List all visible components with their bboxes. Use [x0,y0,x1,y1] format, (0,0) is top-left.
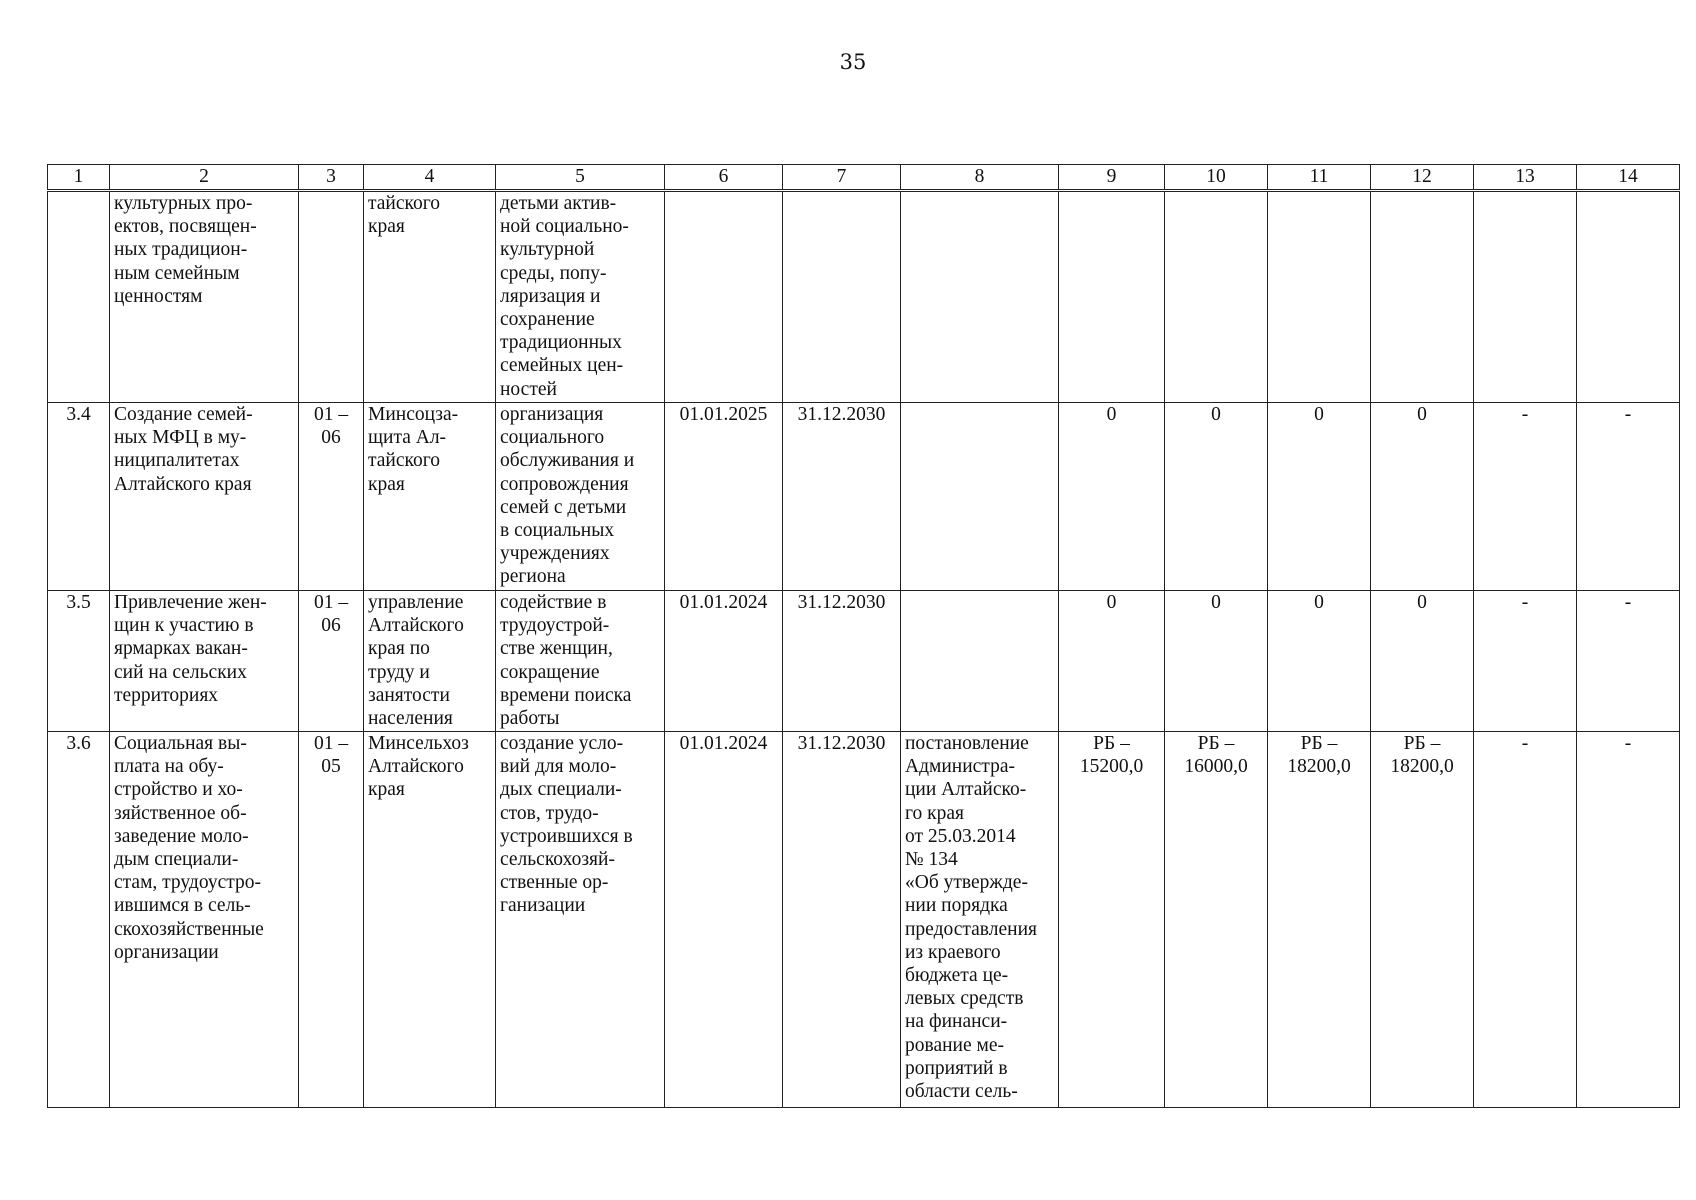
funding-cell [1268,191,1371,403]
column-header: 11 [1268,165,1371,191]
funding-cell: РБ – 18200,0 [1268,732,1371,1108]
funding-cell: 0 [1268,403,1371,591]
executor-cell: Минсоцза- щита Ал- тайского края [364,403,496,591]
funding-cell: - [1577,403,1680,591]
end-date-cell: 31.12.2030 [783,403,901,591]
column-header: 9 [1059,165,1165,191]
expected-result-cell: создание усло- вий для моло- дых специали- стов, трудо- устроившихся в сельскохозяй- ственные ор- ганизации [496,732,665,1108]
funding-cell: 0 [1059,403,1165,591]
table-row [48,591,1680,732]
start-date-cell: 01.01.2025 [665,403,783,591]
expected-result-cell: содействие в трудоустрой- стве женщин, сокращение времени поиска работы [496,591,665,732]
funding-cell: - [1474,403,1577,591]
funding-cell: 0 [1371,403,1474,591]
activity-name-cell: Создание семей- ных МФЦ в му- ниципалитетах Алтайского края [110,403,299,591]
funding-cell [1165,191,1268,403]
column-header: 4 [364,165,496,191]
item-number-cell: 3.5 [48,591,110,732]
funding-cell: - [1474,732,1577,1108]
table-row [48,191,1680,403]
funding-cell [1059,191,1165,403]
legal-basis-cell [901,403,1059,591]
funding-cell: 0 [1268,591,1371,732]
item-number-cell: 3.4 [48,403,110,591]
legal-basis-cell [901,591,1059,732]
expected-result-cell: организация социального обслуживания и сопровождения семей с детьми в социальных учреждениях региона [496,403,665,591]
activity-name-cell: культурных про- ектов, посвящен- ных традицион- ным семейным ценностям [110,191,299,403]
item-number-cell [48,191,110,403]
column-header: 1 [48,165,110,191]
funding-cell [1474,191,1577,403]
funding-cell: РБ – 16000,0 [1165,732,1268,1108]
start-date-cell: 01.01.2024 [665,732,783,1108]
funding-cell: 0 [1371,591,1474,732]
column-header: 7 [783,165,901,191]
program-activities-table [47,164,1680,1108]
column-header: 3 [299,165,364,191]
funding-cell: 0 [1165,403,1268,591]
funding-cell [1577,191,1680,403]
funding-cell [1371,191,1474,403]
column-number-header-row [48,165,1680,191]
column-header: 14 [1577,165,1680,191]
funding-cell: РБ – 15200,0 [1059,732,1165,1108]
funding-cell: - [1577,732,1680,1108]
column-header: 10 [1165,165,1268,191]
activity-name-cell: Привлечение жен- щин к участию в ярмарках вакан- сий на сельских территориях [110,591,299,732]
funding-cell: - [1474,591,1577,732]
column-header: 8 [901,165,1059,191]
end-date-cell: 31.12.2030 [783,591,901,732]
executor-cell: тайского края [364,191,496,403]
executor-cell: Минсельхоз Алтайского края [364,732,496,1108]
table-row [48,732,1680,1108]
executor-cell: управление Алтайского края по труду и занятости населения [364,591,496,732]
end-date-cell: 31.12.2030 [783,732,901,1108]
column-header: 12 [1371,165,1474,191]
start-date-cell [665,191,783,403]
task-ref-cell [299,191,364,403]
legal-basis-cell: постановление Администра- ции Алтайско- го края от 25.03.2014 № 134 «Об утвержде- нии порядка предоставления из краевого бюджета це- левых средств на финанси- рование ме- роприятий в области сель- [901,732,1059,1108]
funding-cell: - [1577,591,1680,732]
column-header: 6 [665,165,783,191]
legal-basis-cell [901,191,1059,403]
column-header: 5 [496,165,665,191]
funding-cell: РБ – 18200,0 [1371,732,1474,1108]
task-ref-cell: 01 – 06 [299,403,364,591]
task-ref-cell: 01 – 06 [299,591,364,732]
activity-name-cell: Социальная вы- плата на обу- стройство и хо- зяйственное об- заведение моло- дым специали- стам, трудоустро- ившимся в сель- скохозяйственные организации [110,732,299,1108]
funding-cell: 0 [1165,591,1268,732]
column-header: 2 [110,165,299,191]
funding-cell: 0 [1059,591,1165,732]
item-number-cell: 3.6 [48,732,110,1108]
table-row [48,403,1680,591]
task-ref-cell: 01 – 05 [299,732,364,1108]
page-number: 35 [839,50,867,74]
column-header: 13 [1474,165,1577,191]
expected-result-cell: детьми актив- ной социально- культурной среды, попу- ляризация и сохранение традиционных семейных цен- ностей [496,191,665,403]
end-date-cell [783,191,901,403]
start-date-cell: 01.01.2024 [665,591,783,732]
